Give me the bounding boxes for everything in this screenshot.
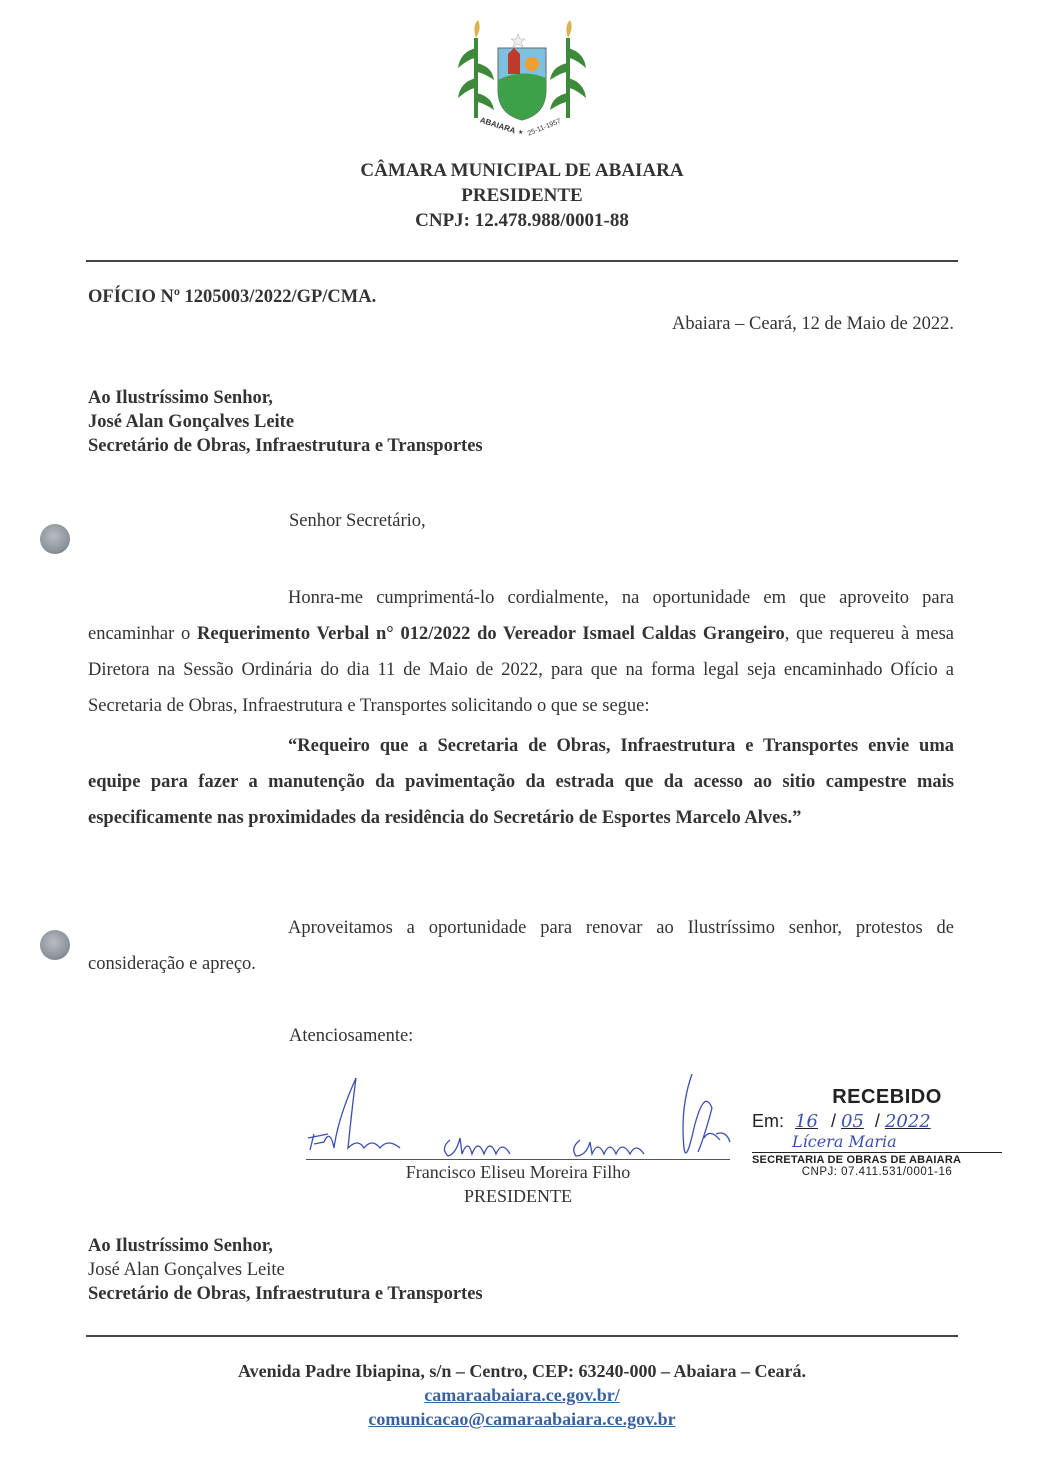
punch-hole [40, 524, 70, 554]
stamp-year: 2022 [884, 1111, 931, 1132]
stamp-title: RECEBIDO [832, 1086, 942, 1108]
footer-recipient-salutation: Ao Ilustríssimo Senhor, [88, 1236, 273, 1256]
stamp-day: 16 [795, 1111, 818, 1132]
footer-recipient-block [88, 1234, 483, 1306]
request-quote: “Requeiro que a Secretaria de Obras, Infraestrutura e Transportes envie uma equipe para fazer a manutenção da pavimentação da estrada que da acesso ao sitio campestre mais especificamente nas proximidades da residência do Secretário de Esportes Marcelo Alves.” [88, 736, 954, 828]
footer-recipient-name: José Alan Gonçalves Leite [88, 1260, 285, 1280]
requerimento-reference: Requerimento Verbal n° 012/2022 do Vereador Ismael Caldas Grangeiro [197, 624, 785, 644]
recipient-name: José Alan Gonçalves Leite [88, 412, 295, 432]
svg-text:★: ★ [518, 130, 524, 136]
closing: Atenciosamente: [289, 1026, 414, 1046]
institution-name: CÂMARA MUNICIPAL DE ABAIARA [360, 160, 684, 181]
oficio-number: OFÍCIO Nº 1205003/2022/GP/CMA. [88, 287, 377, 307]
recipient-title: Secretário de Obras, Infraestrutura e Transportes [88, 436, 483, 456]
shield-icon [498, 34, 546, 120]
svg-text:ABAIARA: ABAIARA [478, 115, 517, 136]
svg-text:25-11-1957: 25-11-1957 [526, 117, 563, 138]
header-divider [86, 260, 958, 262]
body-paragraph-1 [88, 580, 954, 724]
institution-cnpj: CNPJ: 12.478.988/0001-88 [415, 210, 629, 231]
municipal-crest-logo [452, 18, 592, 138]
stamp-date: Em: 16 / 05 / 2022 [752, 1111, 931, 1132]
paragraph-text: , que requereu à mesa Diretora na Sessão Ordinária do dia 11 de Maio de 2022, para que na forma legal seja encaminhado Ofício a Secretaria de Obras, Infraestrutura e Transportes solicitando o que se segue: [88, 624, 954, 716]
signer-name: Francisco Eliseu Moreira Filho [405, 1162, 631, 1182]
president-signature [300, 1068, 740, 1168]
stamp-department: SECRETARIA DE OBRAS DE ABAIARA [752, 1152, 1002, 1166]
greeting: Senhor Secretário, [289, 511, 426, 531]
body-paragraph-2: Aproveitamos a oportunidade para renovar ao Ilustríssimo senhor, protestos de consideração e apreço. [88, 918, 954, 974]
website-link[interactable]: camaraabaiara.ce.gov.br/ [424, 1385, 620, 1405]
email-link[interactable]: comunicacao@camaraabaiara.ce.gov.br [368, 1409, 676, 1429]
punch-hole [40, 930, 70, 960]
place-date: Abaiara – Ceará, 12 de Maio de 2022. [671, 314, 954, 334]
office-title: PRESIDENTE [461, 185, 583, 206]
signature-line [306, 1159, 730, 1160]
stamp-date-label: Em: [752, 1111, 785, 1131]
recipient-salutation: Ao Ilustríssimo Senhor, [88, 388, 273, 408]
signer-role: PRESIDENTE [464, 1186, 572, 1206]
recipient-block [88, 386, 483, 458]
footer-address: Avenida Padre Ibiapina, s/n – Centro, CEP: 63240-000 – Abaiara – Ceará. [237, 1361, 807, 1381]
stamp-cnpj: CNPJ: 07.411.531/0001-16 [801, 1166, 953, 1178]
footer-recipient-title: Secretário de Obras, Infraestrutura e Transportes [88, 1284, 483, 1304]
footer-divider [86, 1335, 958, 1337]
received-stamp [752, 1086, 1002, 1178]
stamp-receiver-signature: Lícera Maria [792, 1132, 897, 1151]
corn-left-icon [458, 20, 494, 118]
stamp-month: 05 [840, 1111, 864, 1132]
corn-right-icon [550, 20, 586, 118]
paragraph-text: Honra-me cumprimentá-lo cordialmente, na oportunidade em que aproveito para encaminhar o [88, 588, 954, 644]
